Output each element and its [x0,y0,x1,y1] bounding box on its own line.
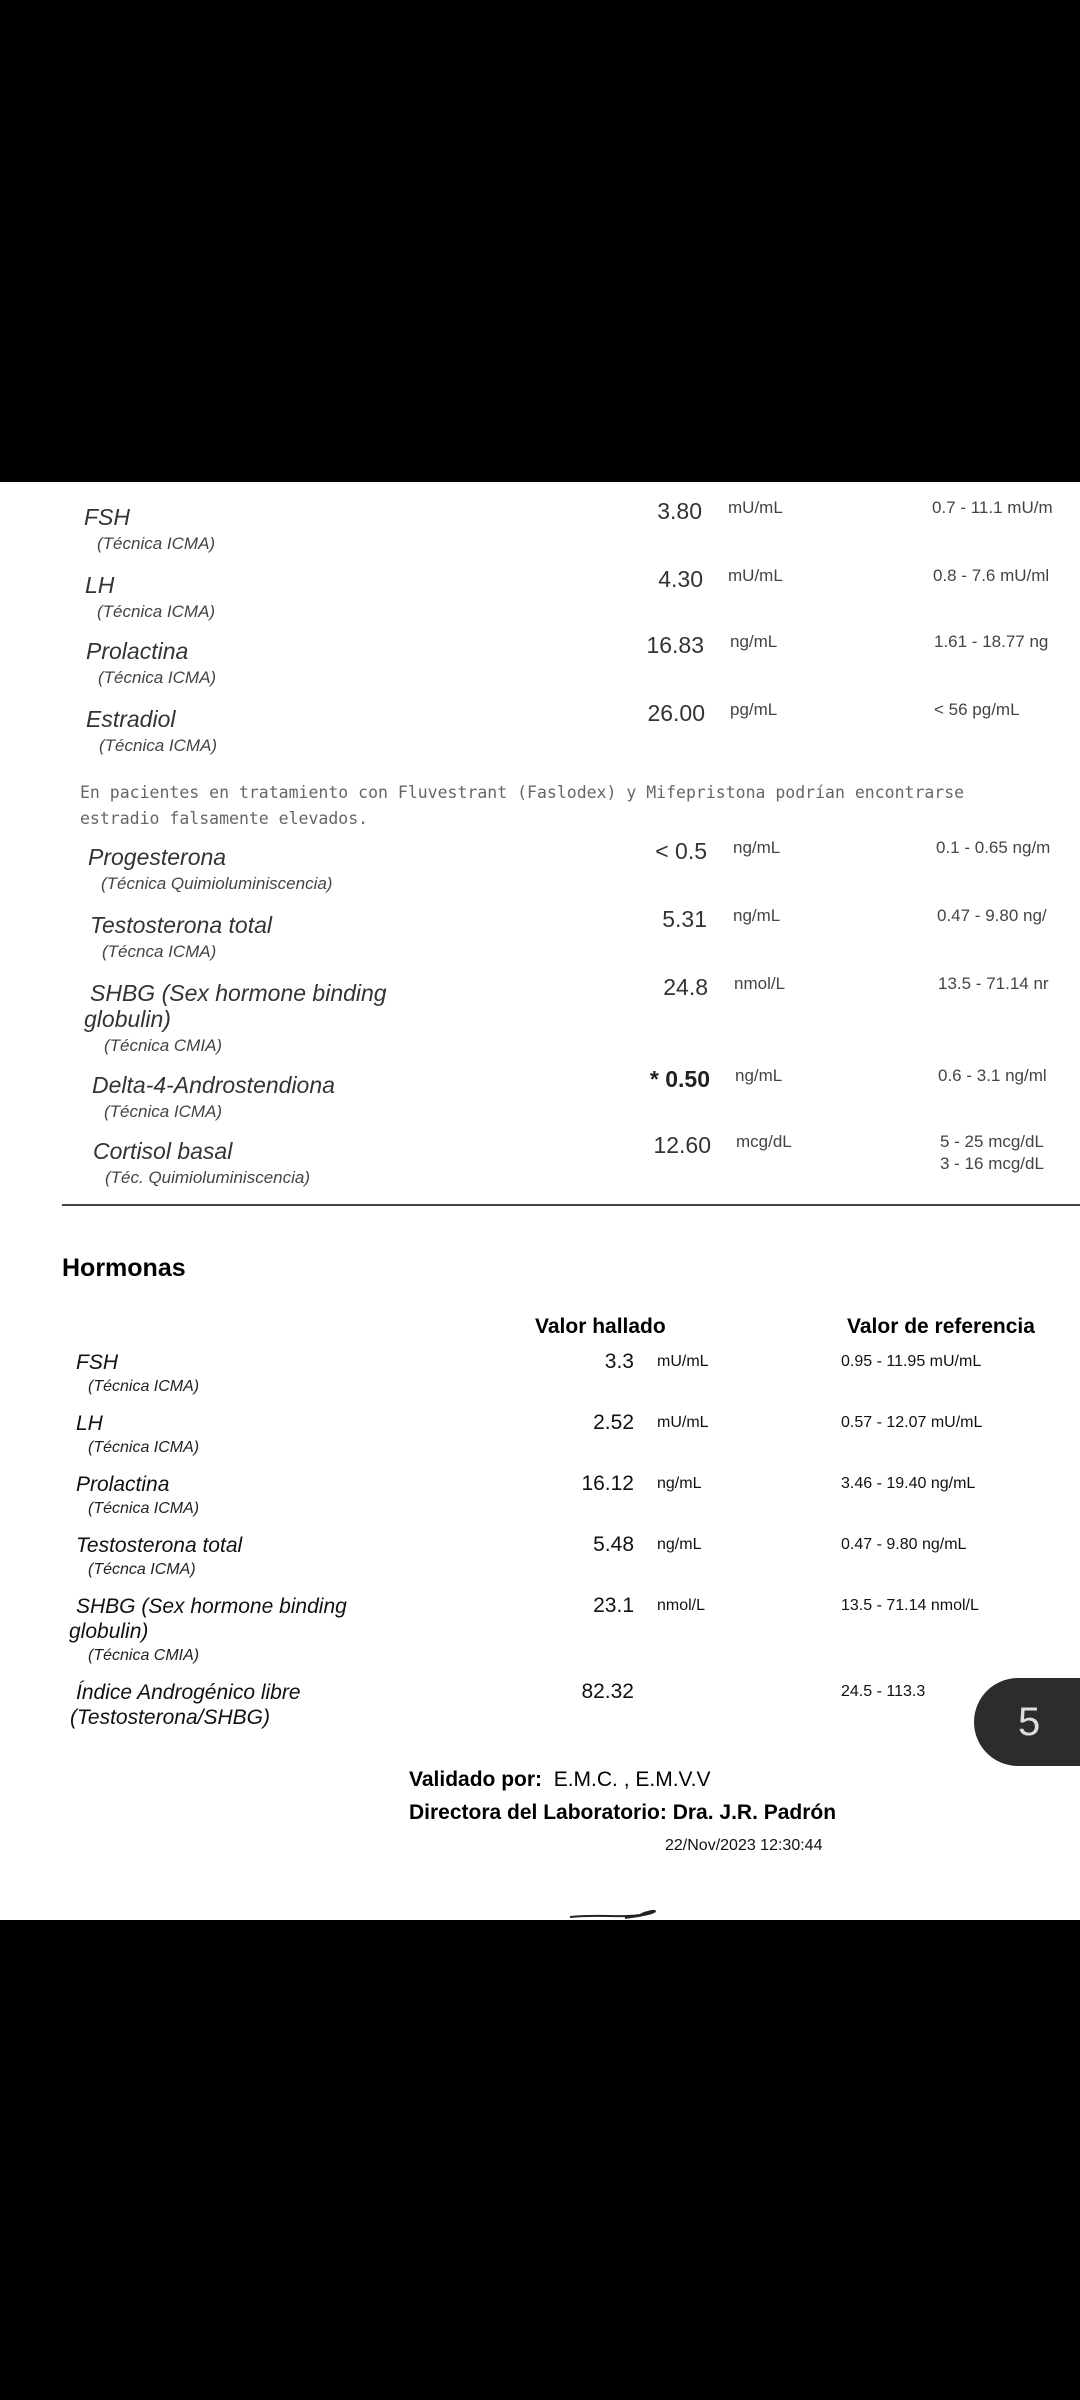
analyte-name: FSH [84,504,130,530]
reference-range: 0.7 - 11.1 mU/m [932,498,1053,517]
reference-range: 0.8 - 7.6 mU/ml [933,566,1050,585]
result-value: 82.32 [581,1680,634,1703]
report-datetime: 22/Nov/2023 12:30:44 [665,1837,823,1854]
lab-report-page [0,482,1080,1920]
analyte-name: Cortisol basal [93,1138,233,1164]
analyte-name-continued: globulin) [69,1620,149,1643]
column-header-value: Valor hallado [535,1315,666,1338]
result-value: 5.31 [662,906,707,932]
result-value: 2.52 [593,1411,634,1434]
validated-by [409,1768,710,1792]
technique-label: (Técnica ICMA) [104,1102,223,1121]
result-value: 24.8 [663,974,708,1000]
reference-range: 0.1 - 0.65 ng/m [936,838,1051,857]
analyte-name-continued: (Testosterona/SHBG) [70,1706,270,1729]
analyte-name-continued: globulin) [84,1006,171,1032]
result-unit: nmol/L [657,1597,706,1614]
reference-range: 0.57 - 12.07 mU/mL [841,1414,983,1431]
result-unit: mU/mL [657,1353,709,1370]
result-value: 3.3 [604,1350,634,1373]
analyte-name: Delta-4-Androstendiona [92,1072,335,1098]
signature-mark [560,1902,670,1920]
analyte-name: LH [76,1412,103,1435]
analyte-name: Testosterona total [76,1534,243,1557]
technique-label: (Técnca ICMA) [102,942,217,961]
reference-range: 0.47 - 9.80 ng/mL [841,1536,967,1553]
reference-range: < 56 pg/mL [934,700,1020,719]
reference-range: 1.61 - 18.77 ng [934,632,1049,651]
result-unit: mU/mL [728,566,783,585]
result-value: 16.12 [581,1472,634,1495]
reference-range: 5 - 25 mcg/dL [940,1132,1044,1151]
result-value: 12.60 [653,1132,711,1158]
reference-range: 24.5 - 113.3 [841,1683,926,1700]
scanned-results [0,482,1080,1206]
result-unit: mcg/dL [736,1132,792,1151]
estradiol-note: En pacientes en tratamiento con Fluvestrant (Faslodex) y Mifepristona podrían encontrarse estradio falsamente elevados. [80,783,965,828]
column-header-reference: Valor de referencia [847,1315,1035,1338]
result-value: 3.80 [657,498,702,524]
analyte-name: Estradiol [86,706,176,732]
result-unit: ng/mL [730,632,778,651]
result-unit: nmol/L [734,974,786,993]
technique-label: (Téc. Quimioluminiscencia) [105,1168,310,1187]
result-unit: ng/mL [733,838,781,857]
reference-range: 13.5 - 71.14 nr [938,974,1049,993]
reference-range: 3.46 - 19.40 ng/mL [841,1475,976,1492]
analyte-name: Prolactina [86,638,189,664]
result-value: 23.1 [593,1594,634,1617]
analyte-name: SHBG (Sex hormone binding [76,1595,347,1618]
section-title: Hormonas [62,1254,186,1282]
reference-range-secondary: 3 - 16 mcg/dL [940,1154,1044,1173]
analyte-name: Prolactina [76,1473,170,1496]
result-value: 5.48 [593,1533,634,1556]
analyte-name: Testosterona total [90,912,272,938]
result-value: 26.00 [647,700,705,726]
technique-label: (Técnica CMIA) [88,1647,200,1664]
reference-range: 13.5 - 71.14 nmol/L [841,1597,979,1614]
validated-names: E.M.C. , E.M.V.V [553,1768,711,1791]
result-unit: mU/mL [657,1414,709,1431]
analyte-name: Progesterona [88,844,227,870]
result-unit: pg/mL [730,700,778,719]
page-number-badge[interactable] [974,1678,1080,1766]
analyte-name: LH [85,572,115,598]
result-unit: ng/mL [657,1536,702,1553]
result-value: 16.83 [646,632,704,658]
page-number: 5 [1018,1699,1041,1744]
technique-label: (Técnica ICMA) [88,1439,200,1456]
result-unit: mU/mL [728,498,783,517]
technique-label: (Técnica ICMA) [97,534,216,553]
result-value: < 0.5 [655,838,707,864]
result-value: 4.30 [658,566,703,592]
technique-label: (Técnica CMIA) [104,1036,223,1055]
technique-label: (Técnica Quimioluminiscencia) [101,874,333,893]
lab-director: Directora del Laboratorio: Dra. J.R. Padrón [409,1801,837,1824]
result-value-flagged: * 0.50 [649,1066,710,1092]
result-unit: ng/mL [735,1066,783,1085]
technique-label: (Técnica ICMA) [98,668,217,687]
analyte-name: FSH [76,1351,118,1374]
reference-range: 0.95 - 11.95 mU/mL [841,1353,982,1370]
section-divider [62,1204,1080,1206]
result-unit: ng/mL [657,1475,702,1492]
technique-label: (Técnica ICMA) [99,736,218,755]
analyte-name: Índice Androgénico libre [76,1681,301,1704]
analyte-name: SHBG (Sex hormone binding [90,980,387,1006]
reference-range: 0.6 - 3.1 ng/ml [938,1066,1047,1085]
technique-label: (Técnca ICMA) [88,1561,196,1578]
technique-label: (Técnica ICMA) [88,1500,200,1517]
result-unit: ng/mL [733,906,781,925]
reference-range: 0.47 - 9.80 ng/ [937,906,1047,925]
technique-label: (Técnica ICMA) [88,1378,200,1395]
technique-label: (Técnica ICMA) [97,602,216,621]
validated-label: Validado por: [409,1768,543,1791]
